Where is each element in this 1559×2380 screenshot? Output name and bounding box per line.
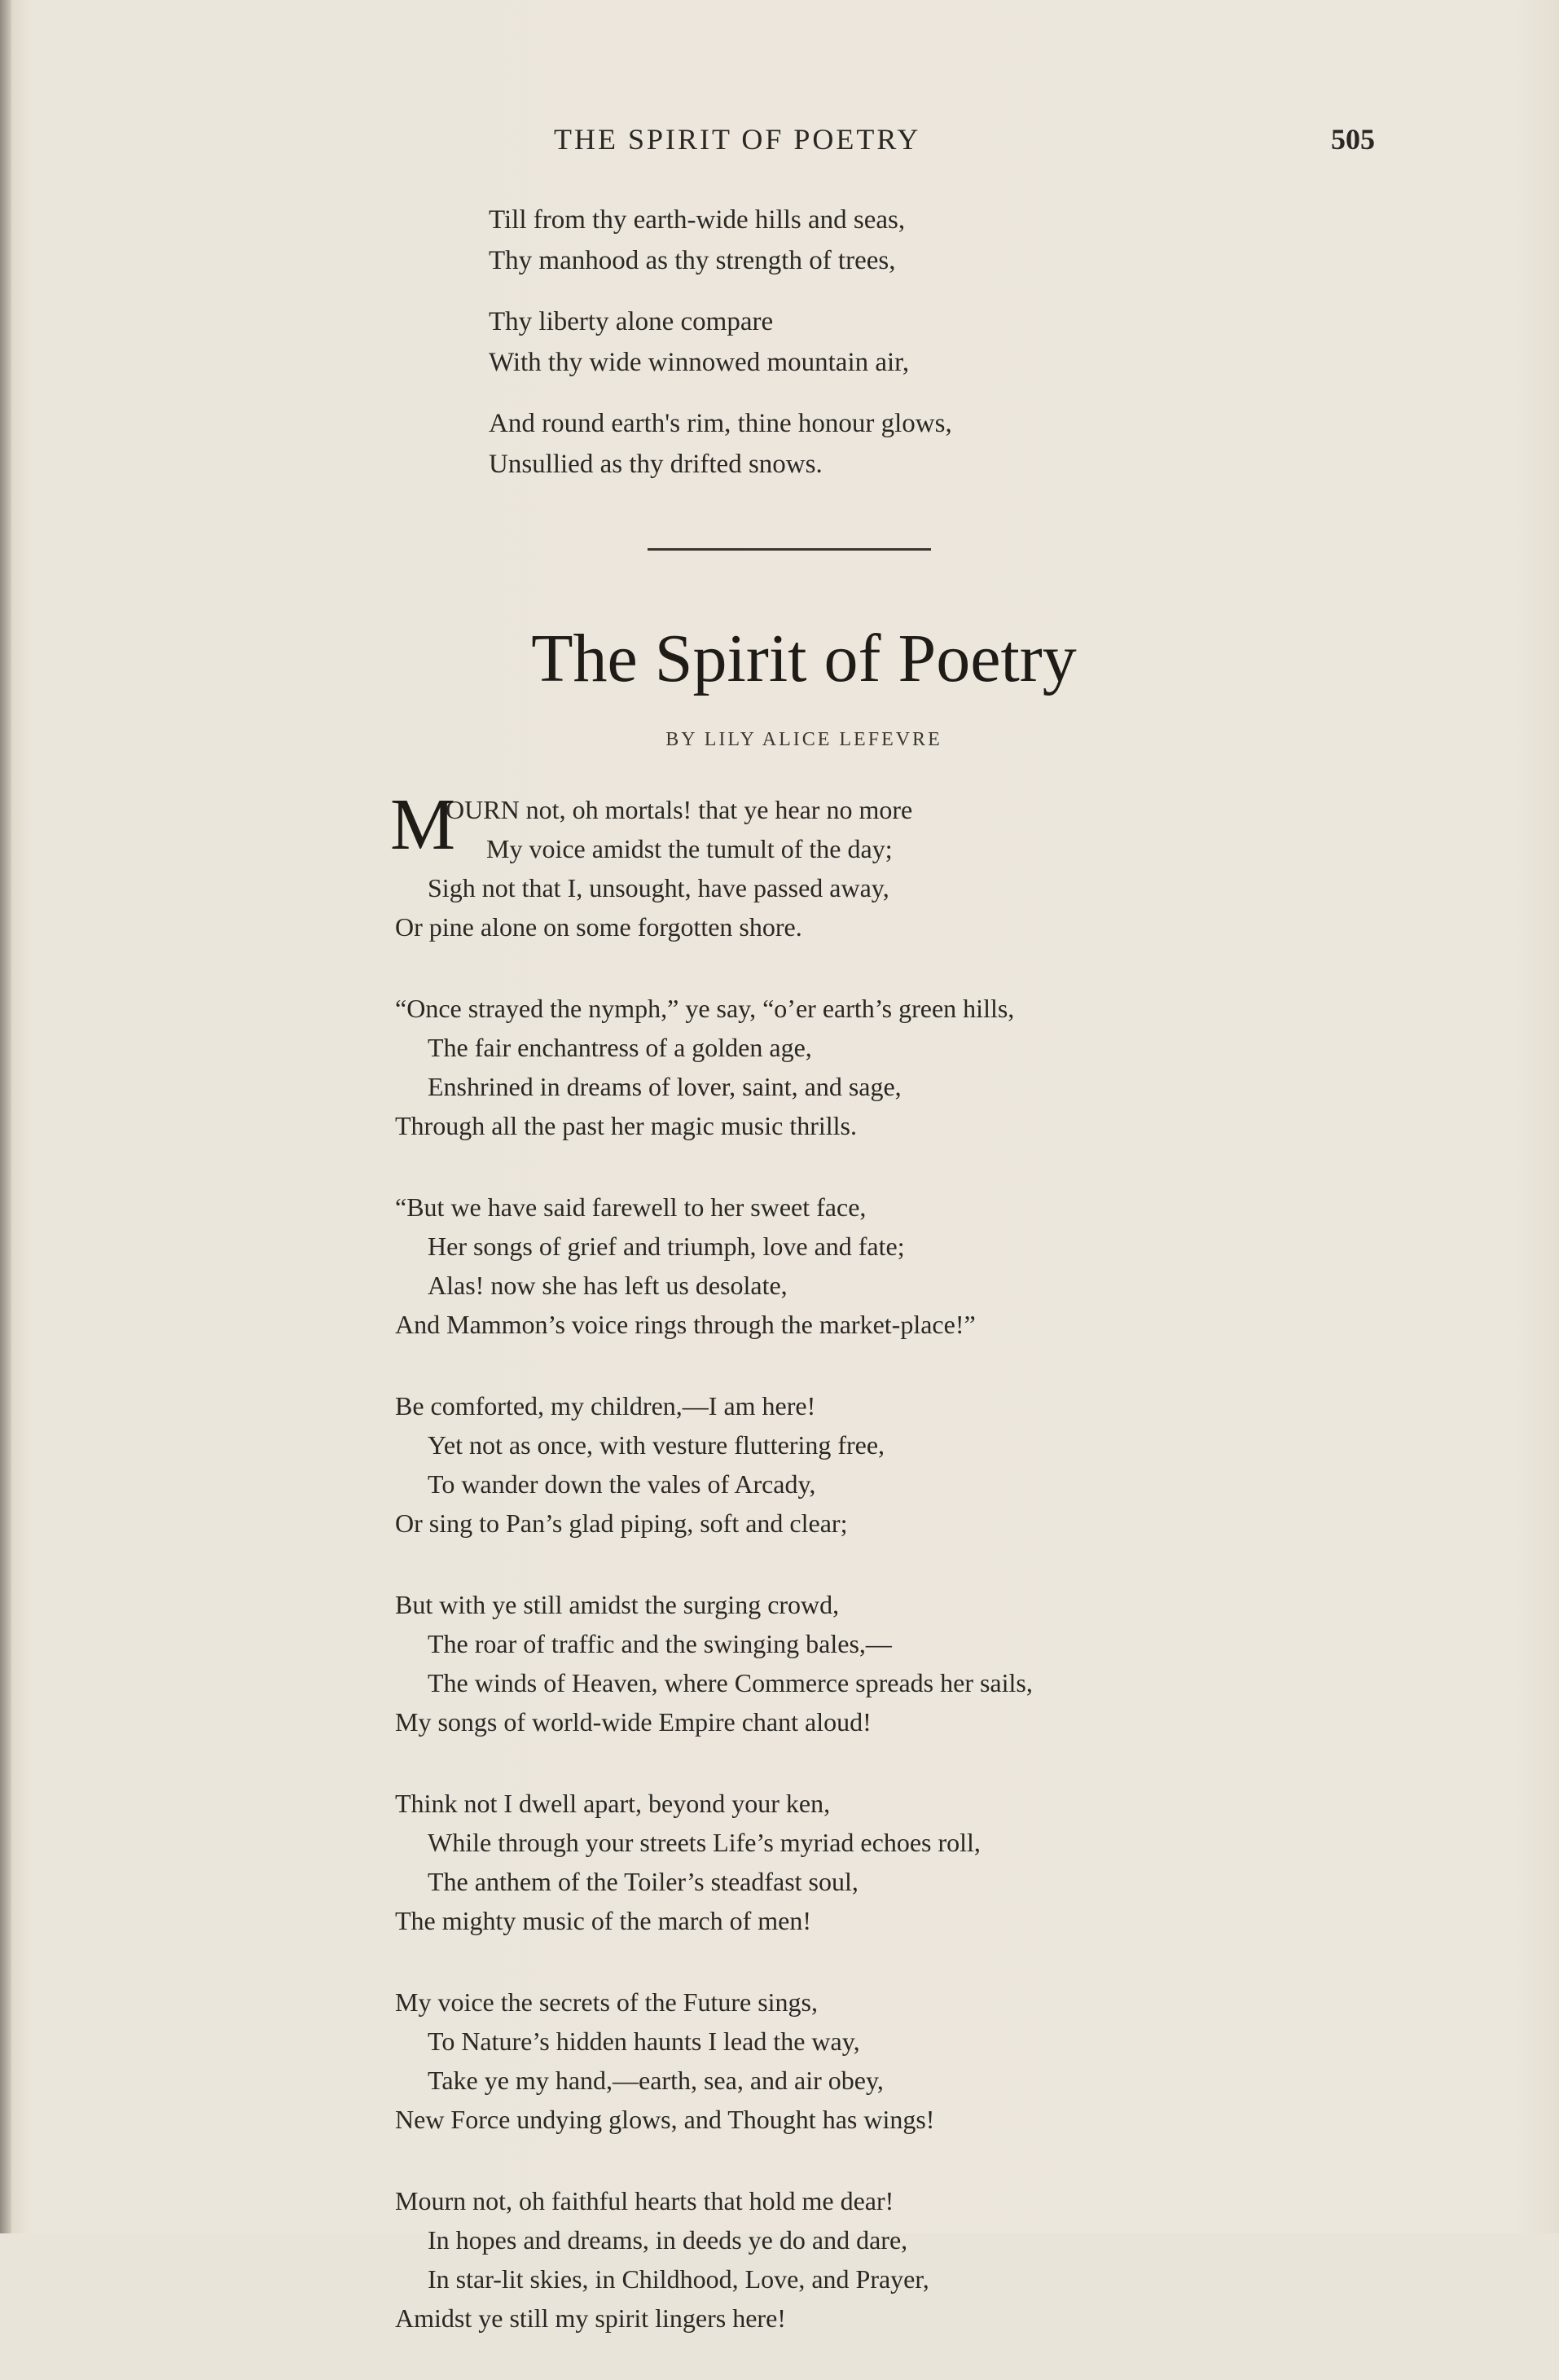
verse-line: Her songs of grief and triumph, love and fate; <box>428 1232 905 1261</box>
preceding-stanza <box>489 200 905 281</box>
verse-line: Alas! now she has left us desolate, <box>428 1271 788 1300</box>
verse-line: Take ye my hand,—earth, sea, and air obey, <box>428 2066 884 2095</box>
verse-line: “But we have said farewell to her sweet face, <box>395 1192 867 1222</box>
verse-line: And round earth's rim, thine honour glows, <box>489 409 952 438</box>
stanza <box>395 1983 1033 2139</box>
verse-line: My songs of world-wide Empire chant aloud! <box>395 1707 872 1737</box>
verse-line: Yet not as once, with vesture fluttering free, <box>428 1430 885 1460</box>
preceding-stanza <box>489 403 952 485</box>
verse-line: Be comforted, my children,—I am here! <box>395 1391 816 1421</box>
verse-line: Thy manhood as thy strength of trees, <box>489 246 896 275</box>
stanza <box>390 784 1033 946</box>
verse-line: Through all the past her magic music thrills. <box>395 1111 857 1140</box>
verse-line: Unsullied as thy drifted snows. <box>489 450 823 479</box>
page-number: 505 <box>1331 123 1375 156</box>
verse-line: New Force undying glows, and Thought has wings! <box>395 2105 935 2134</box>
section-divider <box>648 548 931 551</box>
verse-line: While through your streets Life’s myriad echoes roll, <box>428 1828 981 1857</box>
verse-line: The roar of traffic and the swinging bales,— <box>428 1629 892 1658</box>
running-title: THE SPIRIT OF POETRY <box>554 123 921 156</box>
poem-title: The Spirit of Poetry <box>531 621 1077 696</box>
verse-line: To Nature’s hidden haunts I lead the way, <box>428 2027 860 2056</box>
verse-line: In hopes and dreams, in deeds ye do and dare, <box>428 2225 908 2255</box>
verse-line: But with ye still amidst the surging crowd, <box>395 1590 840 1619</box>
verse-line: Enshrined in dreams of lover, saint, and sage, <box>428 1072 902 1101</box>
verse-line: The mighty music of the march of men! <box>395 1906 811 1935</box>
verse-line-text: OURN not, oh mortals! that ye hear no more <box>446 795 913 824</box>
verse-line: My voice the secrets of the Future sings, <box>395 1987 818 2017</box>
verse-line: In star-lit skies, in Childhood, Love, and Prayer, <box>428 2264 929 2294</box>
stanza <box>395 1585 1033 1741</box>
preceding-stanza <box>489 301 909 383</box>
verse-line: “Once strayed the nymph,” ye say, “o’er earth’s green hills, <box>395 994 1015 1023</box>
verse-line: Sigh not that I, unsought, have passed away, <box>428 873 889 902</box>
verse-line: Amidst ye still my spirit lingers here! <box>395 2303 786 2333</box>
drop-cap: M <box>390 784 456 865</box>
verse-line: The fair enchantress of a golden age, <box>428 1033 812 1062</box>
stanza <box>395 989 1033 1145</box>
verse-line: Or sing to Pan’s glad piping, soft and clear; <box>395 1508 848 1538</box>
page-binding-edge <box>0 0 11 2233</box>
verse-line: The anthem of the Toiler’s steadfast soul, <box>428 1867 859 1896</box>
poem-body <box>390 784 1033 2380</box>
stanza <box>395 1188 1033 1344</box>
stanza <box>395 2181 1033 2338</box>
verse-line: The winds of Heaven, where Commerce spreads her sails, <box>428 1668 1033 1697</box>
verse-line: Think not I dwell apart, beyond your ken, <box>395 1789 831 1818</box>
verse-line: With thy wide winnowed mountain air, <box>489 348 910 377</box>
verse-line: My voice amidst the tumult of the day; <box>486 834 893 863</box>
page-header <box>0 122 1559 163</box>
verse-line: Thy liberty alone compare <box>489 307 774 336</box>
poem-byline: BY LILY ALICE LEFEVRE <box>665 729 942 750</box>
stanza <box>395 1386 1033 1543</box>
verse-line: And Mammon’s voice rings through the market-place!” <box>395 1310 976 1339</box>
verse-line: Mourn not, oh faithful hearts that hold me dear! <box>395 2186 894 2215</box>
verse-line: Or pine alone on some forgotten shore. <box>395 912 802 942</box>
stanza <box>395 1784 1033 1940</box>
verse-line: To wander down the vales of Arcady, <box>428 1469 816 1499</box>
verse-line: Till from thy earth-wide hills and seas, <box>489 205 906 235</box>
